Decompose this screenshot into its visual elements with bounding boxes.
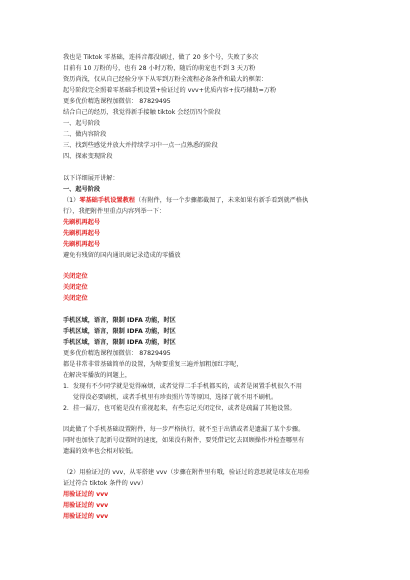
stage-item: 一、起号阶段 bbox=[63, 120, 101, 127]
summary-line: 同时也加快了起新号设置时的速度，如果没有附件，要凭借记忆去回顾操作并检查哪里有 bbox=[63, 437, 305, 444]
vvv-line: 用验证过的 vvv bbox=[63, 491, 109, 498]
region-line: 手机区域，语言，限制 IDFA 功能，时区 bbox=[63, 339, 176, 346]
location-line: 关闭定位 bbox=[63, 295, 88, 302]
basic-note: 在解决零播放的问题上， bbox=[63, 372, 132, 379]
item2-line: （2）用验证过的 vvv，从零搭建 vvv（步骤在附件里有哦，验证过的意思就是球友在用验 bbox=[63, 469, 310, 476]
summary-line: 遗漏的效率也会相对较低。 bbox=[63, 448, 138, 455]
issue-text: 发现有不少同学就是觉得麻烦，或者觉得二手手机都买的，或者是闲置手机很久不用 bbox=[73, 383, 302, 390]
flash-line: 先刷机再起号 bbox=[63, 241, 101, 248]
region-line: 手机区域，语言，限制 IDFA 功能，时区 bbox=[63, 317, 176, 324]
detail-heading: 以下详细展开讲解： bbox=[63, 175, 119, 182]
basic-note: 都是非常非常基础简单的设置，为啥要重复三遍并加粗加红字呢， bbox=[63, 361, 243, 368]
issue-number: 2. bbox=[63, 405, 69, 412]
item1-cont: 行），我把附件里重点内容列举一下： bbox=[63, 208, 166, 215]
wechat-line: 更多优价精选课程加微信： 87829495 bbox=[63, 350, 171, 357]
issue-item bbox=[63, 393, 277, 403]
flash-line: 先刷机再起号 bbox=[63, 219, 101, 226]
stage-item: 二、做内容阶段 bbox=[63, 131, 107, 138]
intro-line: 更多优价精选课程加微信： 87829495 bbox=[63, 98, 171, 105]
stage-item: 四、探索变现阶段 bbox=[63, 153, 113, 160]
location-line: 关闭定位 bbox=[63, 273, 88, 280]
flash-line: 先刷机再起号 bbox=[63, 230, 101, 237]
item1-prefix: （1） bbox=[63, 197, 80, 204]
intro-line: 起号阶段完全照着零基础手机设置+验证过的 vvv+优质内容+技巧辅助=万粉 bbox=[63, 87, 277, 94]
issue-item bbox=[63, 404, 296, 414]
intro-line: 结合自己的经历，我觉得新手接触 tiktok 会经历四个阶段 bbox=[63, 109, 221, 116]
stage-item: 三、找到些感觉并放大并持续学习中一点一点熟悉的阶段 bbox=[63, 142, 218, 149]
issue-item bbox=[63, 382, 302, 392]
section-heading: 一、起号阶段 bbox=[63, 186, 101, 193]
issue-text: 挂一漏万，也可能是没有重视起来，有些忘记关闭定位，或者是疏漏了其他设置。 bbox=[73, 405, 296, 412]
flash-note: 避免有残留的国内通讯商记录造成的零播放 bbox=[63, 252, 181, 259]
location-line: 关闭定位 bbox=[63, 284, 88, 291]
issue-text: 觉得没必要刷机，或者手机里有珍贵照片等等原因，选择了就不用不刷机。 bbox=[73, 394, 278, 401]
issue-number: 1. bbox=[63, 383, 69, 390]
item1-rest: （有附件，每一个步骤都截图了，未来如果有新手看到就严格执 bbox=[135, 197, 309, 204]
item1-line bbox=[63, 196, 308, 206]
summary-line: 因此做了个手机基础设置附件，每一步严格执行，就不至于出错或者是遗漏了某个步骤。 bbox=[63, 426, 305, 433]
vvv-line: 用验证过的 vvv bbox=[63, 513, 109, 520]
intro-line: 资历尚浅，仅从自己经验分享下从零到万粉全流程必备条件和最大的框架： bbox=[63, 76, 268, 83]
item2-line: 证过符合 tiktok 条件的 vvv） bbox=[63, 480, 147, 487]
intro-line: 我也是 Tiktok 零基础，连抖音都没刷过，做了 20 多个号，失败了多次 bbox=[63, 54, 259, 61]
intro-line: 目前有 10 万粉的号，也有 28 小时万粉，随后的萌宠也不到 3 天万粉 bbox=[63, 65, 256, 72]
vvv-line: 用验证过的 vvv bbox=[63, 502, 109, 509]
item1-red-link: 零基础手机设置教程 bbox=[79, 197, 135, 204]
region-line: 手机区域，语言，限制 IDFA 功能，时区 bbox=[63, 328, 176, 335]
